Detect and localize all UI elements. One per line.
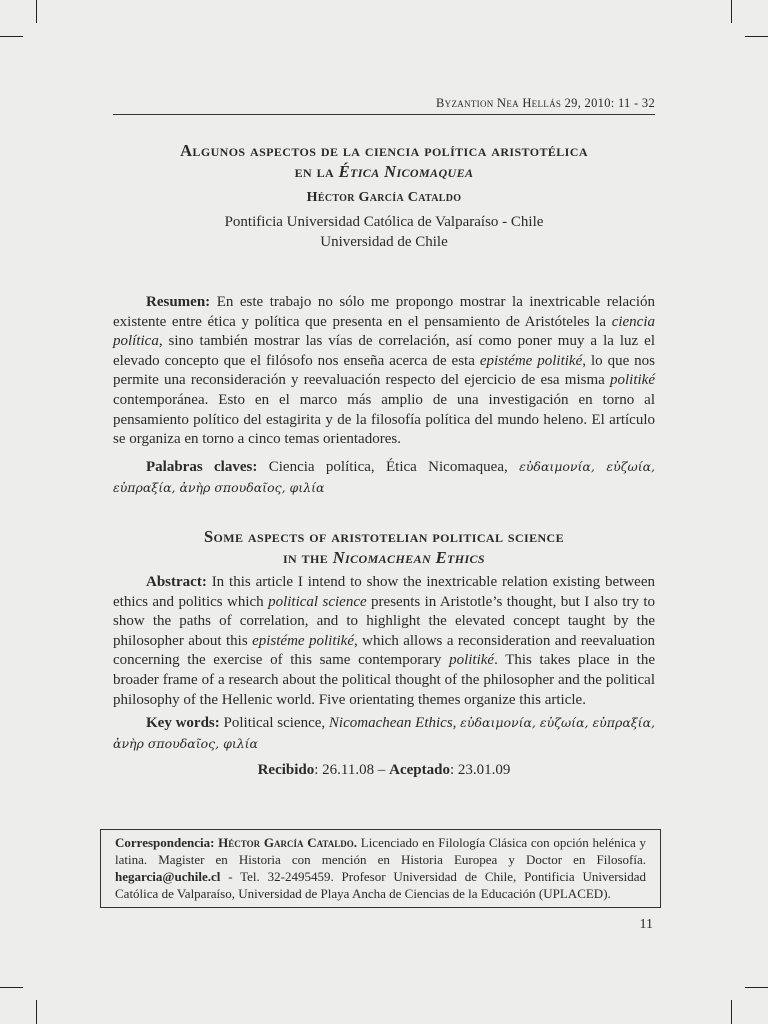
crop-mark bbox=[731, 1000, 732, 1024]
affiliation-1: Pontificia Universidad Católica de Valparaíso - Chile bbox=[224, 214, 544, 230]
crop-mark bbox=[36, 0, 37, 23]
spanish-keywords: Palabras claves: Ciencia política, Ética Nicomaquea, εὐδαιμονία, εὐζωία, εὐπραξία, ἀνὴρ σπουδαῖος, φιλία bbox=[113, 459, 656, 495]
english-abstract: Abstract: In this article I intend to show the inextricable relation existing between ethics and politics which political science presents in Aristotle’s thought, but I also try to show the paths of correlation, and to highlight the elevated concept taught by the philosopher about this epistéme politiké, which allows a reconsideration and reevaluation concerning the exercise of this same contemporary politiké. This takes place in the broader frame of a research about the political thought of the philosopher and the political philosophy of the Hellenic world. Five orientating themes organize this article. bbox=[113, 574, 656, 708]
running-header: Byzantion Nea Hellás 29, 2010: 11 - 32 bbox=[436, 96, 655, 110]
correspondence-box: Correspondencia: Héctor García Cataldo. Licenciado en Filología Clásica con opción helénica y latina. Magister en Historia con mención en Historia Europea y Doctor en Filosofía. hegarcia@uchile.cl - Tel. 32-2495459. Profesor Universidad de Chile, Pontificia Universidad Católica de Valparaíso, Universidad de Playa Ancha de Ciencias de la Educación (UPLACED). bbox=[100, 829, 661, 908]
crop-mark bbox=[0, 36, 23, 37]
email-link[interactable]: hegarcia@uchile.cl bbox=[115, 869, 221, 884]
submission-dates: Recibido: 26.11.08 – Aceptado: 23.01.09 bbox=[257, 762, 511, 778]
crop-mark bbox=[745, 36, 768, 37]
affiliation-2: Universidad de Chile bbox=[320, 234, 448, 250]
author-name: Héctor García Cataldo bbox=[306, 190, 462, 205]
spanish-title-line1: Algunos aspectos de la ciencia política aristotélica bbox=[180, 141, 588, 160]
crop-mark bbox=[36, 1000, 37, 1024]
english-keywords: Key words: Political science, Nicomachean Ethics, εὐδαιμονία, εὐζωία, εὐπραξία, ἀνὴρ σπουδαῖος, φιλία bbox=[113, 715, 655, 751]
header-rule bbox=[113, 114, 655, 115]
crop-mark bbox=[731, 0, 732, 23]
page-number: 11 bbox=[639, 917, 653, 932]
english-title-line2: in the Nicomachean Ethics bbox=[282, 548, 486, 567]
spanish-title-line2: en la Ética Nicomaquea bbox=[294, 162, 474, 181]
affiliations bbox=[100, 212, 668, 252]
english-title-line1: Some aspects of aristotelian political science bbox=[203, 527, 565, 546]
spanish-abstract: Resumen: En este trabajo no sólo me propongo mostrar la inextricable relación existente entre ética y política que presenta en el pensamiento de Aristóteles la ciencia política, sino también mostrar las vías de correlación, así como poner muy a la luz el elevado concepto que el filósofo nos enseña acerca de esta epistéme politiké, lo que nos permite una reconsideración y reevaluación respecto del ejercicio de esa misma politiké contemporánea. Esto en el marco más amplio de una investigación en torno al pensamiento político del estagirita y de la filosofía política del mundo heleno. El artículo se organiza en torno a cinco temas orientadores. bbox=[113, 294, 656, 448]
english-title bbox=[100, 526, 668, 568]
spanish-title bbox=[100, 140, 668, 182]
crop-mark bbox=[0, 987, 23, 988]
crop-mark bbox=[745, 987, 768, 988]
